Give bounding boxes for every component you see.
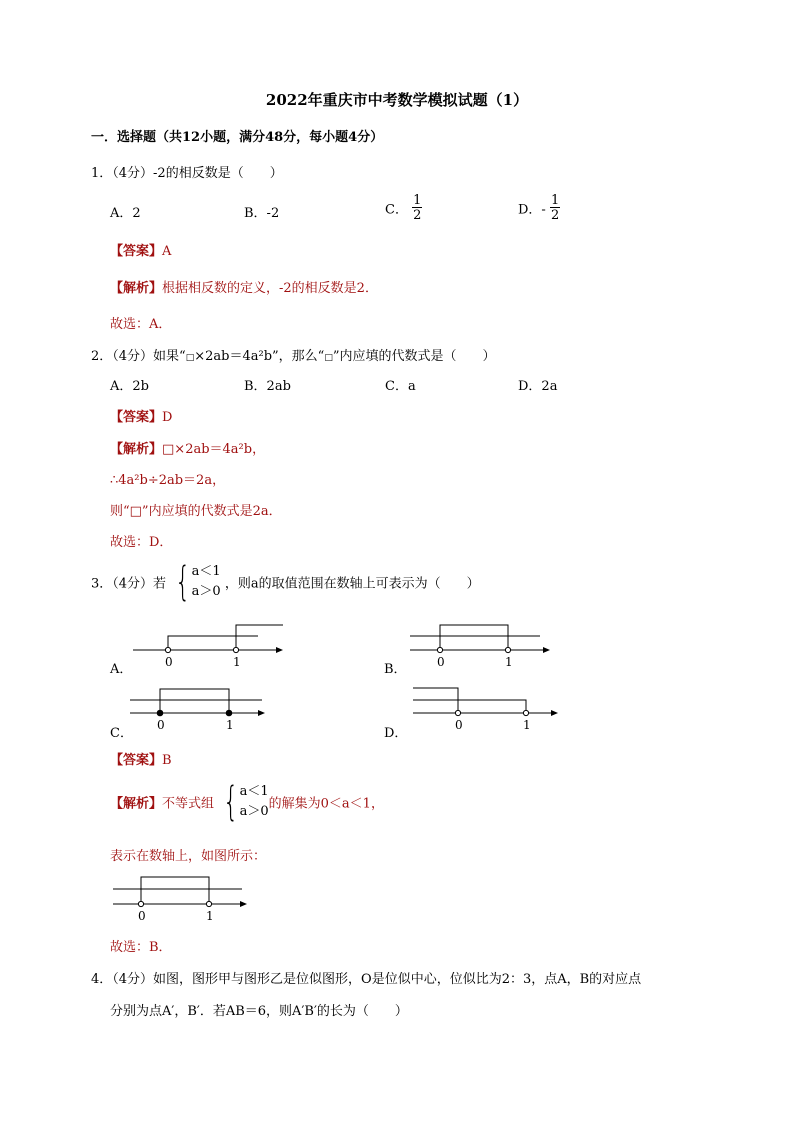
- q2-answer: [110, 406, 172, 425]
- q3-inequality-system: [170, 559, 221, 605]
- tick-label-1: 1: [226, 718, 234, 732]
- q2-analysis-3: [110, 500, 282, 519]
- tick-label-1: 1: [206, 909, 214, 923]
- q2-analysis-2: ∴4a²b÷2ab＝2a，: [110, 473, 226, 488]
- q2-choose: 故选：D．: [110, 535, 173, 550]
- placeholder-box: □: [185, 353, 195, 363]
- q2-option-c: C．a: [385, 379, 416, 394]
- q2-stem: [91, 345, 495, 364]
- tick-label-0: 0: [138, 909, 146, 923]
- system-row-1: a＜1: [191, 564, 221, 579]
- q2-analysis-1: [110, 438, 265, 457]
- analysis-tag: 【解析】: [110, 281, 163, 296]
- analysis-value: 2a．: [252, 504, 282, 519]
- analysis-text: 根据相反数的定义，-2的相反数是2．: [162, 281, 378, 296]
- system-row-1: a＜1: [239, 784, 269, 799]
- numerator: 1: [550, 193, 560, 208]
- q3-option-a-label: A．: [110, 662, 133, 677]
- q2-stem-b: ×2ab＝4a²b”，那么“: [194, 349, 325, 364]
- q3-choose: 故选：B．: [110, 940, 172, 955]
- brace-icon: {: [223, 779, 239, 825]
- analysis-tag: 【解析】: [110, 796, 163, 812]
- q2-option-d: D．2a: [518, 379, 558, 394]
- q3-show-text: 表示在数轴上，如图所示：: [110, 849, 267, 864]
- analysis-text: □×2ab＝4a²b，: [162, 442, 266, 457]
- q1-choose: 故选：A．: [110, 317, 172, 332]
- answer-value: A: [162, 244, 172, 259]
- q3-analysis-system: [218, 779, 269, 825]
- q1-option-d-fraction: [550, 194, 560, 222]
- tick-label-0: 0: [157, 718, 165, 732]
- system-row-2: a＞0: [239, 804, 269, 819]
- q3-option-b-label: B．: [384, 662, 407, 677]
- q1-option-a: A．2: [110, 206, 141, 221]
- tick-label-1: 1: [523, 718, 531, 732]
- q4-stem-line-1: 4．（4分）如图，图形甲与图形乙是位似图形，O是位似中心，位似比为2：3，点A，B的对应点: [91, 972, 642, 987]
- q3-option-a-numberline: [128, 618, 288, 670]
- q3-option-d-numberline: [408, 682, 563, 734]
- section-heading: 一．选择题（共12小题，满分48分，每小题4分）: [91, 130, 384, 145]
- page-title: 2022年重庆市中考数学模拟试题（1）: [265, 91, 529, 109]
- q3-analysis: [110, 779, 384, 825]
- q1-option-c-fraction: [412, 194, 422, 222]
- denominator: 2: [550, 208, 560, 223]
- q3-option-b-numberline: [405, 618, 555, 670]
- q2-option-a: A．2b: [110, 379, 149, 394]
- placeholder-box: □: [324, 353, 333, 363]
- system-row-2: a＞0: [191, 584, 221, 599]
- answer-value: B: [162, 753, 172, 768]
- q2-stem-c: ”内应填的代数式是（ ）: [332, 349, 496, 364]
- q3-option-d-label: D．: [384, 726, 408, 741]
- q3-stem-b: ，则a的取值范围在数轴上可表示为（ ）: [224, 576, 480, 592]
- analysis-text: 则“□”内应填的代数式是: [110, 504, 253, 519]
- answer-tag: 【答案】: [110, 244, 163, 259]
- q1-stem: 1．（4分）-2的相反数是（ ）: [91, 166, 283, 181]
- q1-option-b: B．-2: [244, 206, 280, 221]
- q3-solution-numberline: [110, 872, 255, 924]
- q1-answer: [110, 240, 171, 259]
- answer-tag: 【答案】: [110, 753, 163, 768]
- q3-answer: [110, 749, 172, 768]
- q3-option-c-numberline: [125, 682, 275, 734]
- q3-stem: [91, 559, 480, 605]
- q1-option-d: [518, 194, 560, 222]
- denominator: 2: [413, 208, 422, 223]
- numerator: 1: [413, 193, 422, 208]
- tick-label-1: 1: [233, 655, 241, 669]
- q2-stem-a: 2．（4分）如果“: [91, 349, 186, 364]
- tick-label-0: 0: [455, 718, 463, 732]
- analysis-tag: 【解析】: [110, 442, 163, 457]
- q2-option-b: B．2ab: [244, 379, 291, 394]
- answer-value: D: [162, 410, 173, 425]
- tick-label-0: 0: [437, 655, 445, 669]
- brace-icon: {: [175, 559, 191, 605]
- tick-label-0: 0: [165, 655, 173, 669]
- answer-tag: 【答案】: [110, 410, 163, 425]
- tick-label-1: 1: [505, 655, 513, 669]
- analysis-result: 的解集为0＜a＜1，: [268, 796, 384, 812]
- q4-stem-line-2: 分别为点A′，B′．若AB＝6，则A′B′的长为（ ）: [110, 1004, 408, 1019]
- q1-option-c: [385, 194, 422, 222]
- q3-stem-a: 3．（4分）若: [91, 576, 167, 592]
- analysis-text: 不等式组: [162, 796, 215, 812]
- q1-option-c-label: C．: [385, 202, 408, 218]
- q3-option-c-label: C．: [110, 726, 133, 741]
- q1-analysis: [110, 277, 378, 296]
- q1-option-d-label: D．-: [518, 202, 546, 218]
